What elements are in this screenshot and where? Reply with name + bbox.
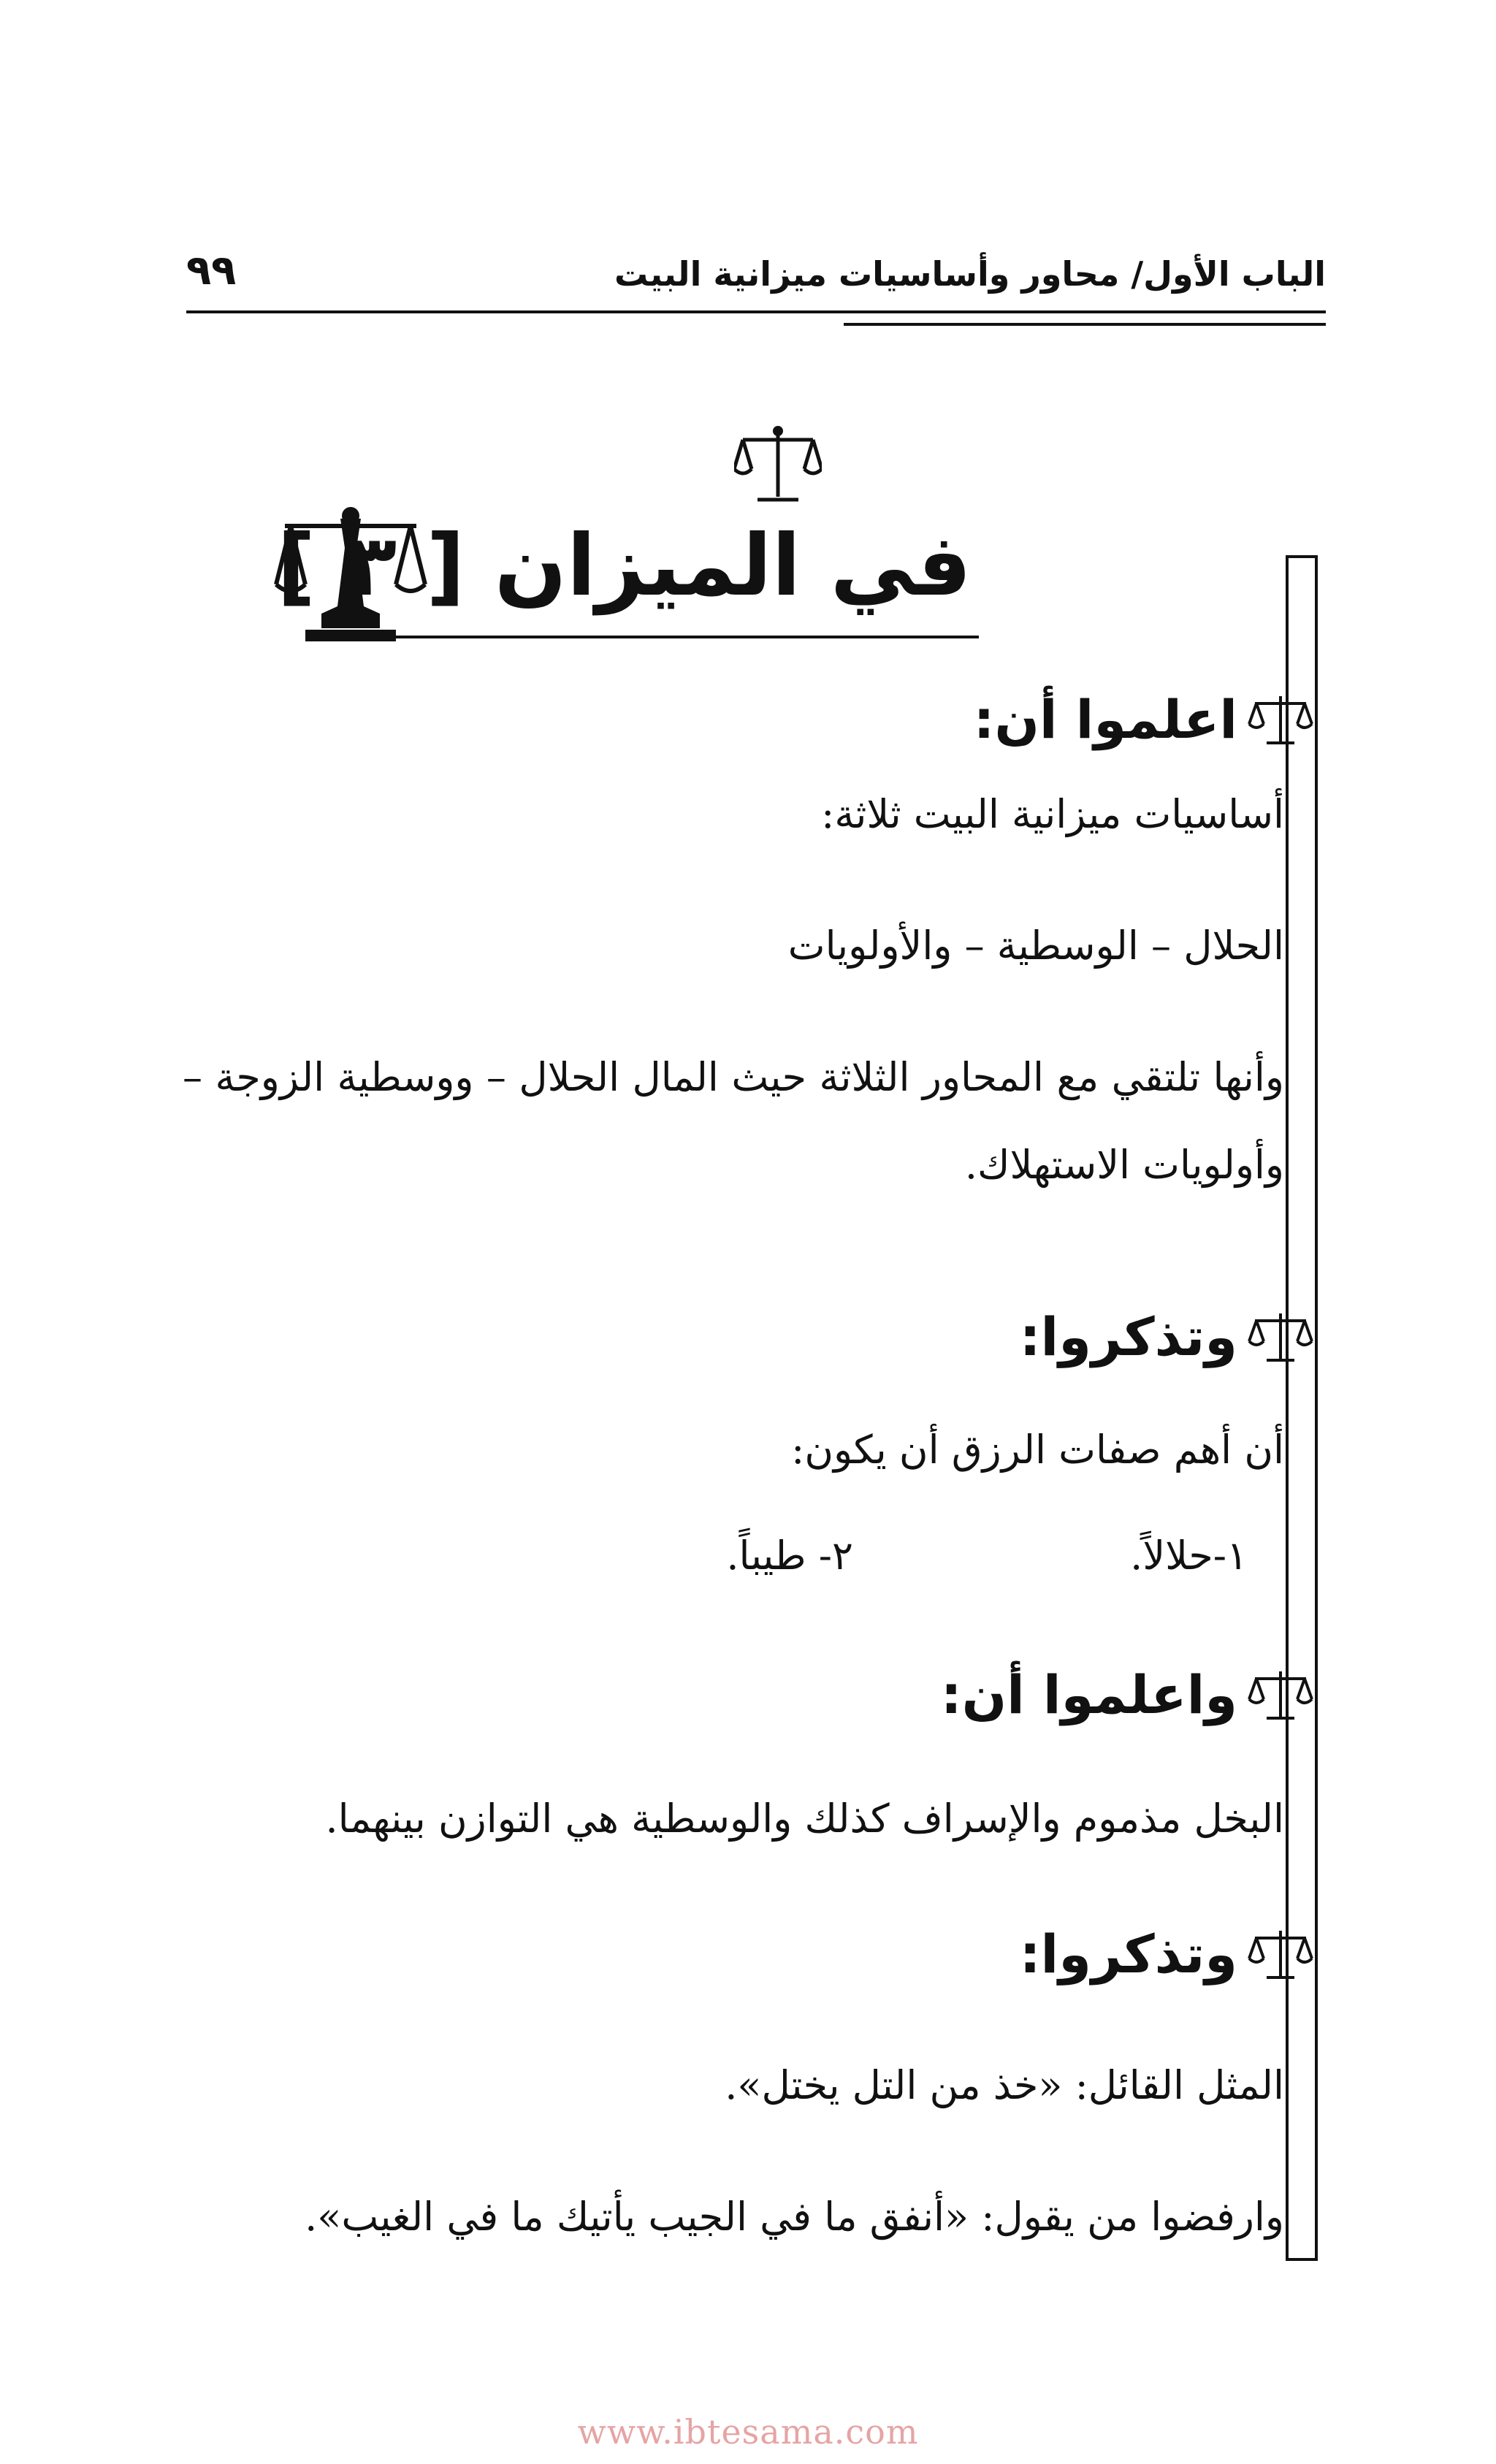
paragraph: أساسيات ميزانية البيت ثلاثة: <box>821 791 1284 837</box>
paragraph: المثل القائل: «خذ من التل يختل». <box>725 2062 1284 2108</box>
section-heading <box>1020 1921 1284 1987</box>
list-item: ٢- طيباً. <box>726 1533 853 1579</box>
scales-icon <box>1248 692 1313 747</box>
scales-icon <box>1248 1667 1313 1723</box>
page-number: ٩٩ <box>186 247 237 294</box>
paragraph: وأنها تلتقي مع المحاور الثلاثة حيث المال الحلال – ووسطية الزوجة – وأولويات الاستهلاك. <box>183 1054 1284 1188</box>
chapter-title: في الميزان [ ٣ ] <box>276 516 972 615</box>
watermark: www.ibtesama.com <box>577 2412 919 2452</box>
page-header <box>186 247 1326 318</box>
section-heading-text: وتذكروا: <box>1019 1306 1237 1368</box>
paragraph: الحلال – الوسطية – والأولويات <box>787 923 1284 969</box>
section-heading-text: اعلموا أن: <box>973 689 1237 750</box>
side-bar <box>1286 555 1318 2261</box>
running-header-title: الباب الأول/ محاور وأساسيات ميزانية البيت <box>614 254 1326 294</box>
section-heading-text: وتذكروا: <box>1019 1923 1237 1985</box>
list-item: ١-حلالاً. <box>1130 1533 1248 1579</box>
scales-icon <box>1248 1926 1313 1982</box>
header-underline <box>844 323 1326 326</box>
section-heading-text: واعلموا أن: <box>940 1664 1237 1725</box>
scales-icon <box>734 424 822 511</box>
section-heading <box>941 1662 1284 1728</box>
paragraph: أن أهم صفات الرزق أن يكون: <box>791 1427 1284 1473</box>
scales-icon <box>1248 1309 1313 1365</box>
paragraph: وارفضوا من يقول: «أنفق ما في الجيب يأتيك ما في الغيب». <box>305 2194 1284 2240</box>
chapter-title-block <box>270 424 993 650</box>
title-underline <box>358 636 979 638</box>
section-heading <box>974 687 1284 752</box>
paragraph: البخل مذموم والإسراف كذلك والوسطية هي التوازن بينهما. <box>325 1796 1284 1842</box>
section-heading <box>1020 1304 1284 1370</box>
header-rule <box>186 310 1326 313</box>
